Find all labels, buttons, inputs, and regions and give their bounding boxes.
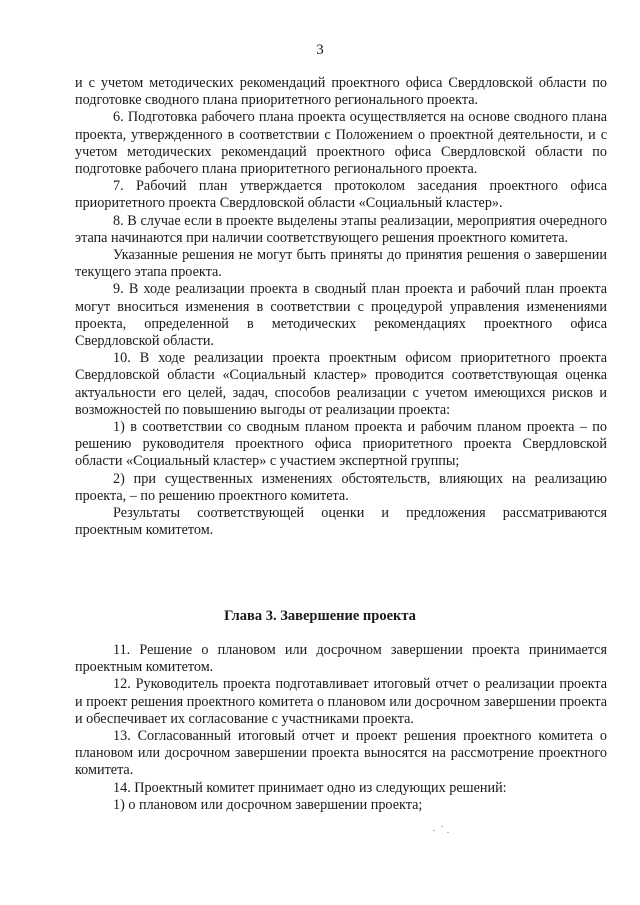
- scan-speck: [447, 832, 449, 833]
- paragraph-item-14: 14. Проектный комитет принимает одно из следующих решений:: [113, 779, 507, 796]
- paragraph-item-7: 7. Рабочий план утверждается протоколом заседания проектного офиса приоритетного проекта Свердловской области «Социальный кластер».: [75, 178, 607, 212]
- scan-speck: [433, 830, 435, 831]
- paragraph-subitem-10-2: 2) при существенных изменениях обстоятельств, влияющих на реализацию проекта, – по решению проектного комитета.: [75, 470, 607, 504]
- paragraph-item-10: 10. В ходе реализации проекта проектным офисом приоритетного проекта Свердловской области «Социальный кластер» проводится соответствующая оценка актуальности его целей, задач, способов реализации с учетом имеющихся рисков и возможностей по повышению выгоды от реализации проекта:: [75, 350, 607, 418]
- paragraph-results: Результаты соответствующей оценки и предложения рассматриваются проектным комитетом.: [75, 505, 607, 539]
- chapter-text: [75, 642, 607, 814]
- paragraph-item-13: 13. Согласованный итоговый отчет и проект решения проектного комитета о плановом или досрочном завершении проекта выносятся на рассмотрение проектного комитета.: [75, 728, 607, 779]
- paragraph-item-9: 9. В ходе реализации проекта в сводный план проекта и рабочий план проекта могут вноситься изменения в соответствии с процедурой управления изменениями проекта, определенной в методических рекомендациях проектного офиса Свердловской области.: [75, 281, 607, 350]
- paragraph-item-11: 11. Решение о плановом или досрочном завершении проекта принимается проектным комитетом.: [75, 642, 607, 676]
- paragraph-item-6: 6. Подготовка рабочего плана проекта осуществляется на основе сводного плана проекта, утвержденного в соответствии с Положением о проектной деятельности, и с учетом методических рекомендаций проектного офиса Свердловской области по подготовке рабочего плана приоритетного регионального проекта.: [75, 109, 607, 178]
- body-text: [75, 75, 607, 539]
- page-number: 3: [316, 42, 324, 58]
- paragraph-item-8-note: Указанные решения не могут быть приняты до принятия решения о завершении текущего этапа проекта.: [75, 247, 607, 281]
- scan-speck: [441, 826, 443, 827]
- paragraph-subitem-10-1: 1) в соответствии со сводным планом проекта и рабочим планом проекта – по решению руководителя проектного офиса приоритетного проекта Свердловской области «Социальный кластер» с участием экспертной группы;: [75, 419, 607, 470]
- paragraph-continuation: и с учетом методических рекомендаций проектного офиса Свердловской области по подготовке сводного плана приоритетного регионального проекта.: [75, 75, 607, 109]
- paragraph-subitem-14-1: 1) о плановом или досрочном завершении проекта;: [113, 796, 423, 813]
- paragraph-item-12: 12. Руководитель проекта подготавливает итоговый отчет о реализации проекта и проект решения проектного комитета о плановом или досрочном завершении проекта и обеспечивает их согласование с участниками проекта.: [75, 676, 607, 727]
- paragraph-item-8: 8. В случае если в проекте выделены этапы реализации, мероприятия очередного этапа начинаются при наличии соответствующего решения проектного комитета.: [75, 212, 607, 246]
- chapter-heading: Глава 3. Завершение проекта: [224, 608, 416, 624]
